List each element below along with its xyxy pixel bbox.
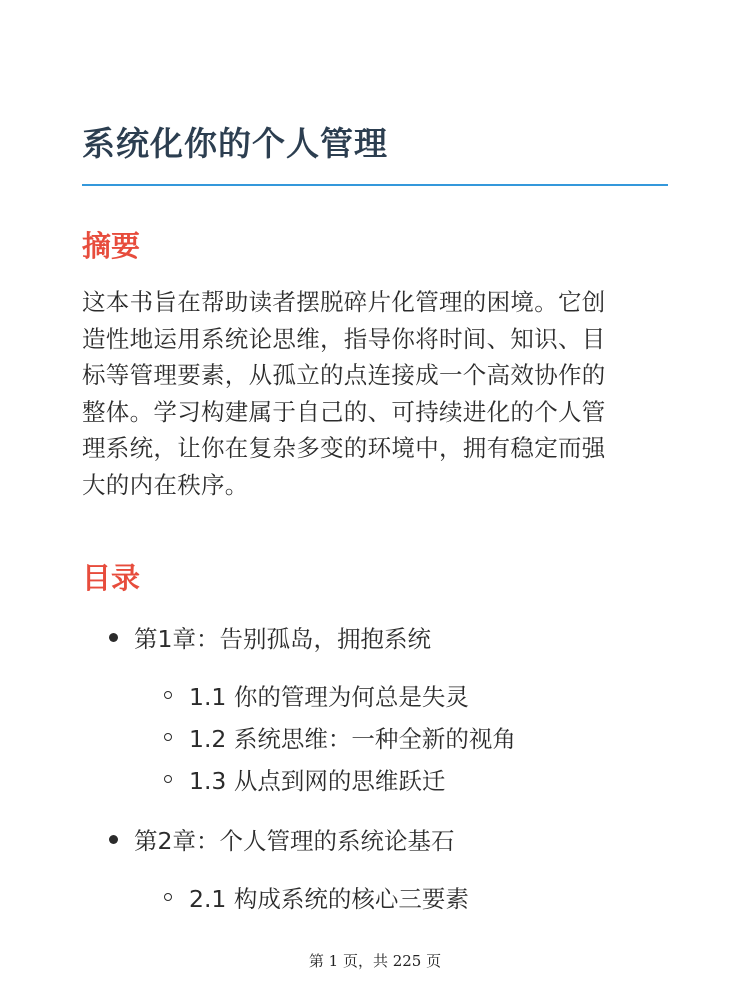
abstract-line: 理系统，让你在复杂多变的环境中，拥有稳定而强 <box>82 434 606 462</box>
bullet-circle-icon <box>164 691 172 699</box>
abstract-line: 造性地运用系统论思维，指导你将时间、知识、目 <box>82 324 606 353</box>
toc-section-2-1[interactable] <box>164 880 469 914</box>
abstract-line: 这本书旨在帮助读者摆脱碎片化管理的困境。它创 <box>82 288 606 316</box>
bullet-disc-icon <box>109 633 118 642</box>
bullet-circle-icon <box>164 893 172 901</box>
toc-section-1-3[interactable] <box>164 762 445 796</box>
bullet-circle-icon <box>164 775 172 783</box>
title-divider <box>82 184 668 186</box>
toc-heading: 目录 <box>82 561 141 595</box>
abstract-line: 大的内在秩序。 <box>82 470 249 499</box>
abstract-line: 整体。学习构建属于自己的、可持续进化的个人管 <box>82 397 606 426</box>
toc-section-label: 1.1 你的管理为何总是失灵 <box>189 683 469 711</box>
book-title: 系统化你的个人管理 <box>82 124 388 163</box>
page-number-footer: 第 1 页，共 225 页 <box>308 952 442 970</box>
bullet-circle-icon <box>164 733 172 741</box>
abstract-paragraph <box>82 284 670 503</box>
toc-chapter-label: 第2章：个人管理的系统论基石 <box>134 827 455 855</box>
bullet-disc-icon <box>109 835 118 844</box>
toc-chapter-1[interactable] <box>109 620 431 654</box>
toc-section-label: 1.3 从点到网的思维跃迁 <box>189 767 446 795</box>
abstract-line: 标等管理要素，从孤立的点连接成一个高效协作的 <box>82 361 606 389</box>
toc-section-1-2[interactable] <box>164 720 516 754</box>
toc-section-1-1[interactable] <box>164 678 469 712</box>
toc-chapter-label: 第1章：告别孤岛，拥抱系统 <box>134 625 431 653</box>
toc-chapter-2[interactable] <box>109 822 454 856</box>
abstract-heading: 摘要 <box>82 229 141 263</box>
toc-section-label: 2.1 构成系统的核心三要素 <box>189 885 469 913</box>
toc-section-label: 1.2 系统思维：一种全新的视角 <box>189 725 516 753</box>
